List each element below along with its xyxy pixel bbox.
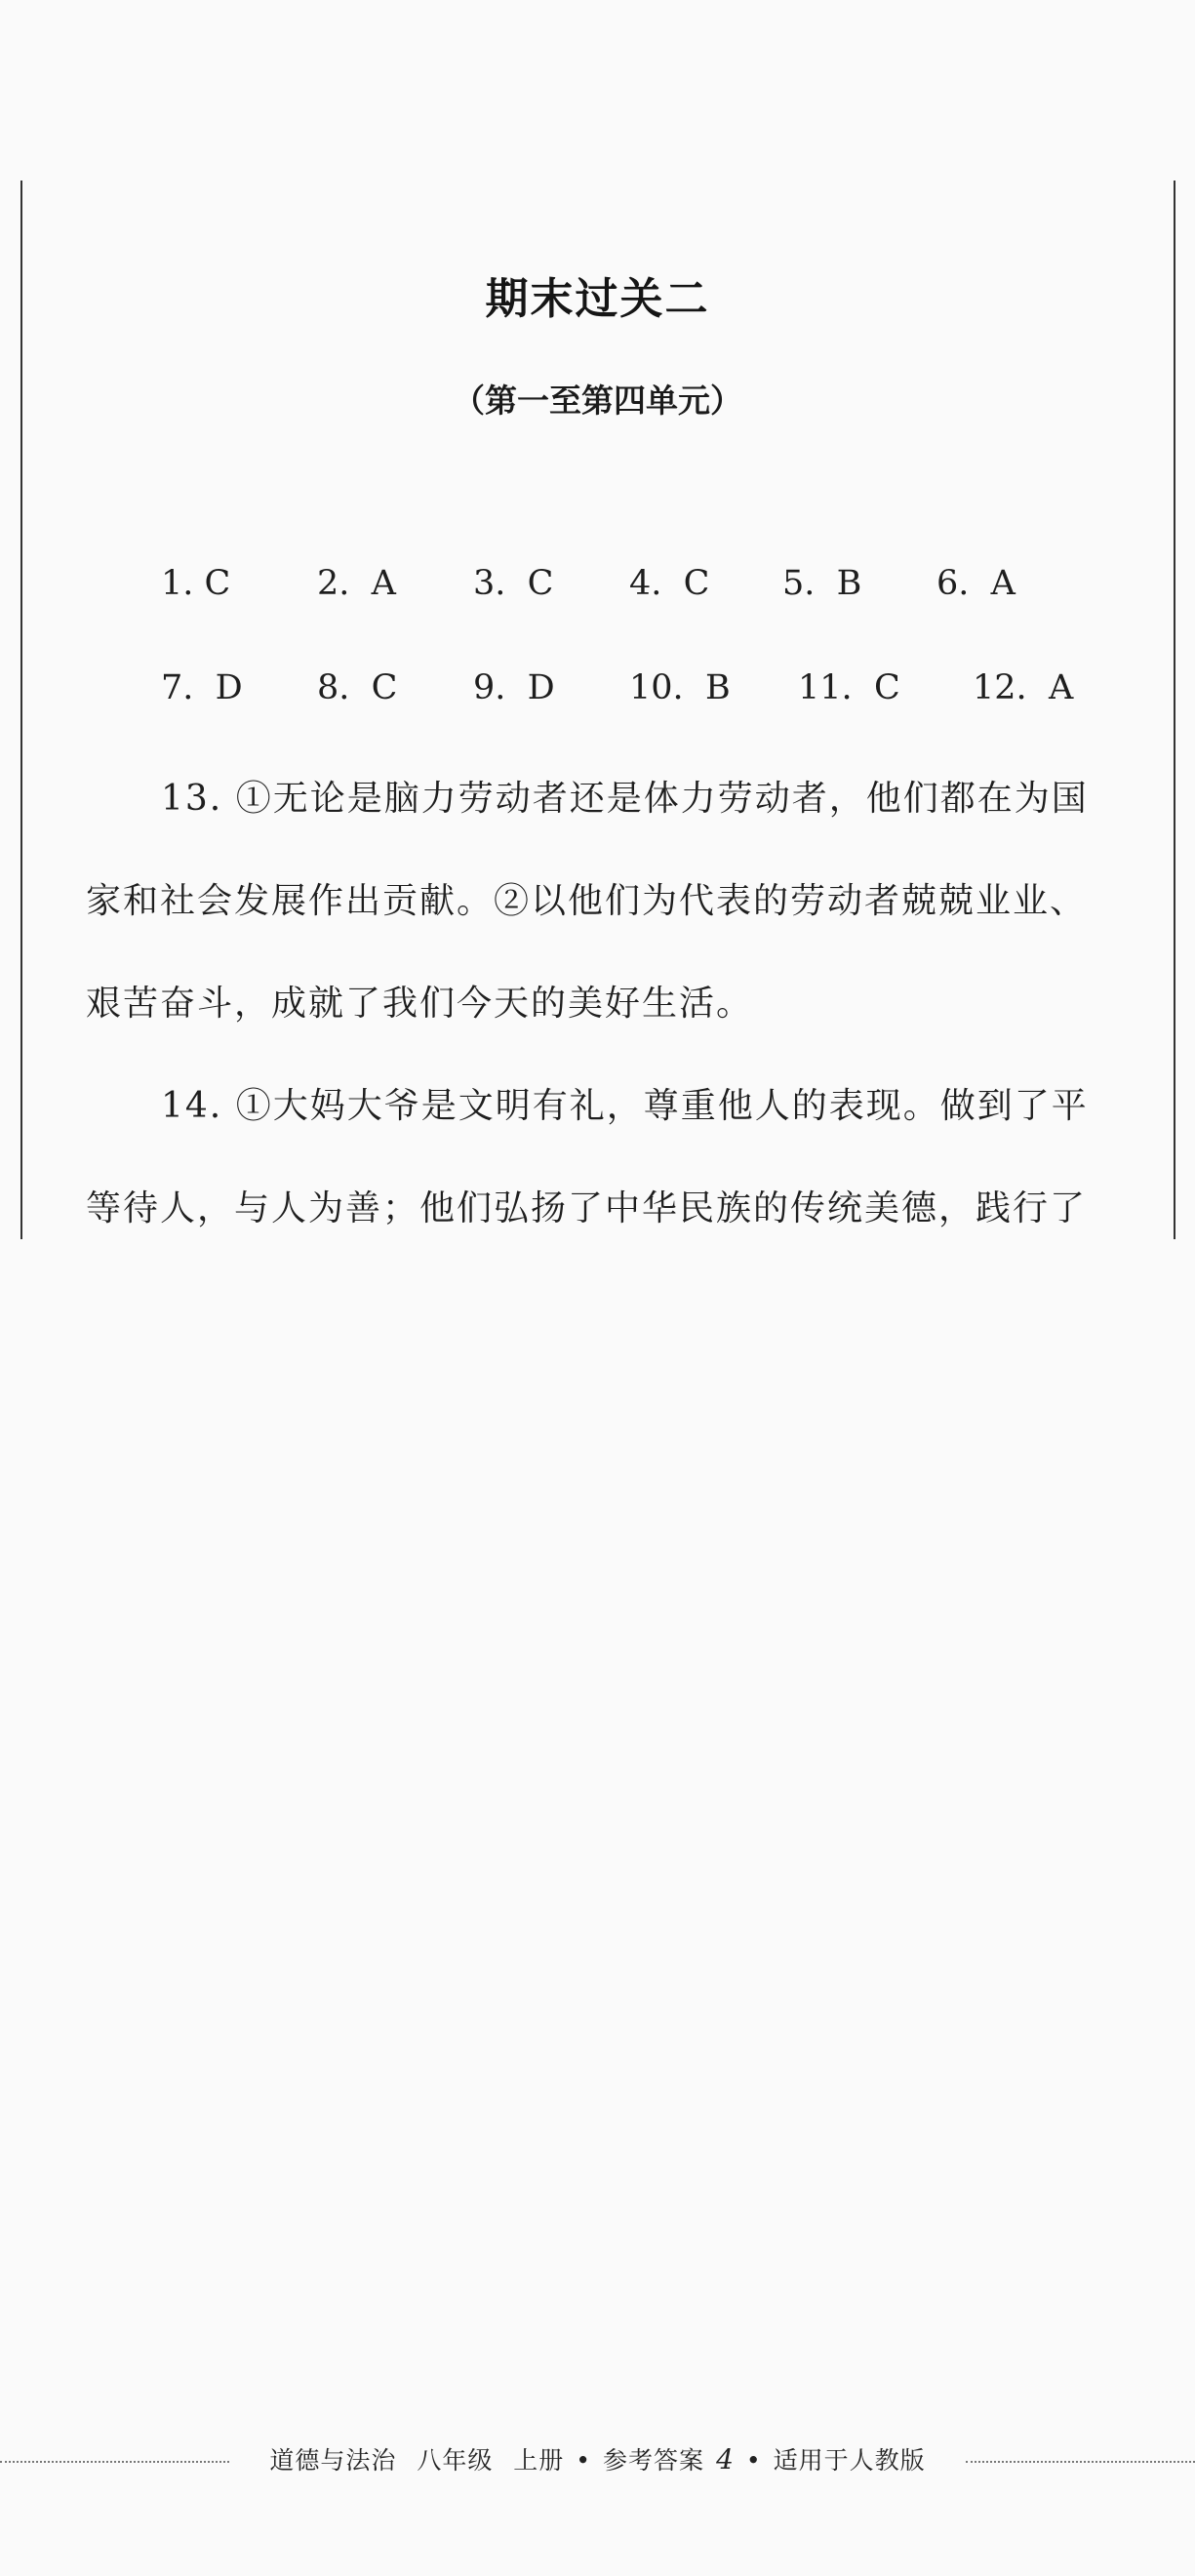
answer-14-line-2: 等待人，与人为善；他们弘扬了中华民族的传统美德，践行了 — [86, 1188, 1088, 1228]
footer-page-number: 4 — [716, 2443, 735, 2475]
choice-row-2 — [0, 668, 1195, 717]
footer-section: 参考答案 — [603, 2446, 705, 2475]
choice-item: 2. A — [317, 564, 396, 603]
page-title: 期末过关二 — [485, 274, 710, 324]
footer-edition: 适用于人教版 — [773, 2446, 926, 2475]
choice-item: 9. D — [473, 668, 555, 707]
page-footer — [0, 2441, 1195, 2480]
page-subtitle: （第一至第四单元） — [453, 382, 742, 420]
choice-item: 1. C — [161, 564, 231, 603]
choice-item: 6. A — [936, 564, 1016, 603]
footer-volume: 上册 — [513, 2446, 565, 2475]
footer-dotted-line-right — [966, 2461, 1195, 2463]
answer-14-line-1: 14. ①大妈大爷是文明有礼，尊重他人的表现。做到了平 — [161, 1086, 1089, 1126]
choice-item: 8. C — [317, 668, 398, 707]
answer-13-line-3: 艰苦奋斗，成就了我们今天的美好生活。 — [86, 984, 754, 1024]
answer-13-line-2: 家和社会发展作出贡献。②以他们为代表的劳动者兢兢业业、 — [86, 881, 1088, 921]
choice-item: 10. B — [629, 668, 731, 707]
footer-subject: 道德与法治 — [269, 2446, 397, 2475]
answer-13-line-1: 13. ①无论是脑力劳动者还是体力劳动者，他们都在为国 — [161, 779, 1089, 819]
choice-item: 3. C — [473, 564, 554, 603]
footer-grade: 八年级 — [417, 2446, 494, 2475]
choice-item: 4. C — [629, 564, 710, 603]
choice-item: 11. C — [798, 668, 900, 707]
footer-text: 道德与法治 八年级 上册 • 参考答案 4 • 适用于人教版 — [269, 2443, 926, 2475]
choice-row-1 — [0, 564, 1195, 613]
choice-item: 5. B — [782, 564, 862, 603]
choice-item: 12. A — [973, 668, 1074, 707]
choice-item: 7. D — [161, 668, 243, 707]
